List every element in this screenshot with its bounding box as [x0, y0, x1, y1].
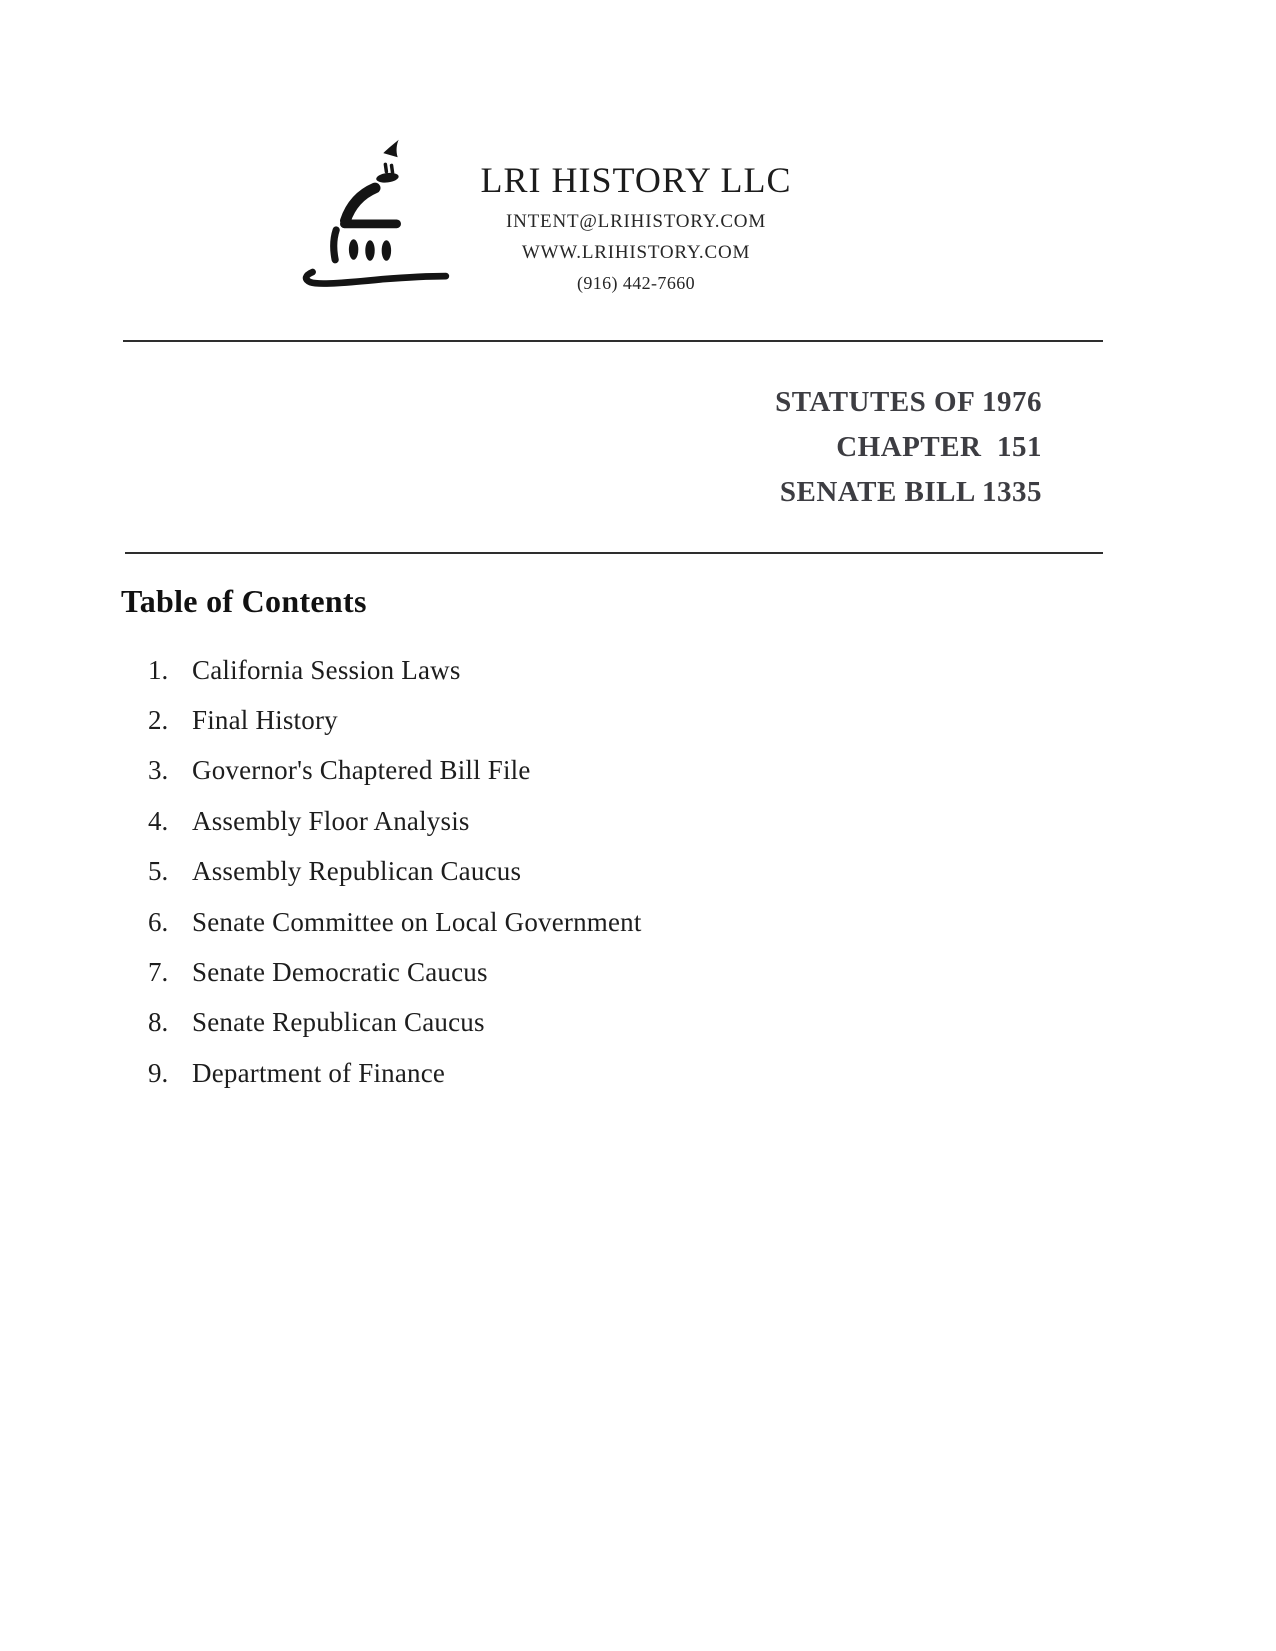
toc-item-label: Governor's Chaptered Bill File	[192, 755, 531, 786]
toc-item-number: 9.	[148, 1057, 169, 1088]
toc-item-number: 5.	[148, 856, 169, 887]
toc-item	[148, 847, 642, 897]
toc-item-label: Senate Committee on Local Government	[192, 906, 642, 937]
toc-item-number: 6.	[148, 906, 169, 937]
toc-item-label: California Session Laws	[192, 654, 461, 685]
top-divider-rule	[123, 340, 1103, 342]
company-email: INTENT@LRIHISTORY.COM	[505, 211, 767, 232]
toc-item-label: Assembly Republican Caucus	[192, 856, 522, 887]
toc-item	[148, 1048, 642, 1098]
toc-item-label: Assembly Floor Analysis	[192, 805, 470, 836]
toc-item	[148, 947, 642, 997]
chapter-line: CHAPTER 151	[836, 431, 1042, 463]
toc-item-number: 2.	[148, 705, 169, 736]
toc-item-number: 3.	[148, 755, 169, 786]
toc-item	[148, 746, 642, 796]
toc-item-number: 8.	[148, 1007, 169, 1038]
toc-item-label: Senate Democratic Caucus	[192, 957, 488, 988]
toc-item-number: 1.	[148, 654, 169, 685]
capitol-dome-logo-icon	[288, 122, 452, 297]
toc-item-label: Department of Finance	[192, 1057, 446, 1088]
senate-bill-line: SENATE BILL 1335	[779, 476, 1042, 508]
company-name: LRI HISTORY LLC	[480, 160, 792, 200]
toc-item	[148, 645, 642, 695]
toc-heading: Table of Contents	[121, 583, 367, 619]
statute-reference-block	[775, 380, 1042, 515]
toc-list	[148, 645, 642, 1099]
toc-item-label: Senate Republican Caucus	[192, 1007, 485, 1038]
toc-item-label: Final History	[192, 705, 338, 736]
toc-item-number: 4.	[148, 805, 169, 836]
bottom-divider-rule	[125, 552, 1103, 554]
company-phone: (916) 442-7660	[576, 273, 696, 293]
toc-item	[148, 998, 642, 1048]
company-website: WWW.LRIHISTORY.COM	[521, 242, 751, 263]
toc-item-number: 7.	[148, 957, 169, 988]
toc-item	[148, 796, 642, 846]
toc-item	[148, 695, 642, 745]
toc-item	[148, 897, 642, 947]
statutes-year-line: STATUTES OF 1976	[775, 386, 1042, 418]
